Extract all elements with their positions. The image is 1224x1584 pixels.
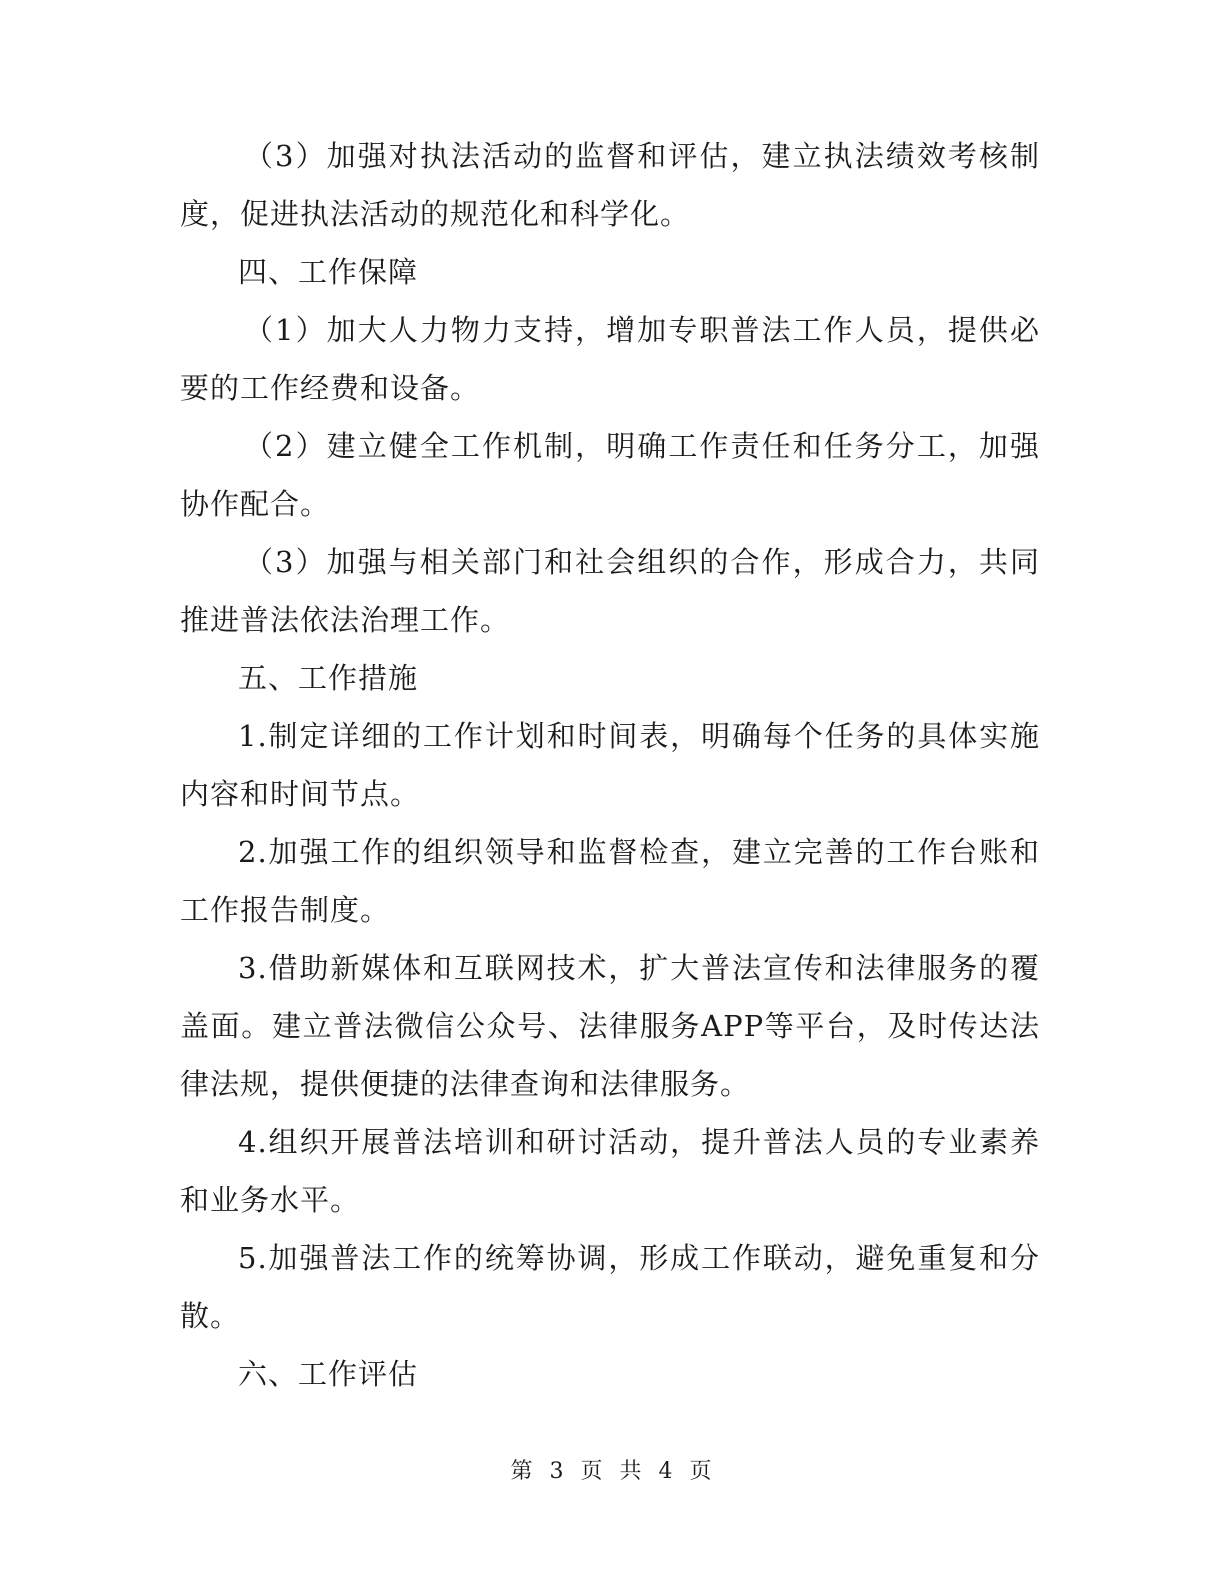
section-heading-work-guarantee: 四、工作保障 — [238, 255, 419, 289]
list-item-organization-leadership: 2.加强工作的组织领导和监督检查，建立完善的工作台账和工作报告制度。 — [180, 835, 1040, 927]
list-item-new-media: 3.借助新媒体和互联网技术，扩大普法宣传和法律服务的覆盖面。建立普法微信公众号、法律服务APP等平台，及时传达法律法规，提供便捷的法律查询和法律服务。 — [180, 951, 1040, 1101]
list-item-work-plan: 1.制定详细的工作计划和时间表，明确每个任务的具体实施内容和时间节点。 — [180, 719, 1040, 811]
document-body — [180, 127, 1040, 1403]
paragraph-cooperation: （3）加强与相关部门和社会组织的合作，形成合力，共同推进普法依法治理工作。 — [180, 545, 1040, 637]
paragraph-resource-support: （1）加大人力物力支持，增加专职普法工作人员，提供必要的工作经费和设备。 — [180, 313, 1040, 405]
section-heading-work-measures: 五、工作措施 — [238, 661, 419, 695]
list-item-training: 4.组织开展普法培训和研讨活动，提升普法人员的专业素养和业务水平。 — [180, 1125, 1040, 1217]
list-item-coordination: 5.加强普法工作的统筹协调，形成工作联动，避免重复和分散。 — [180, 1241, 1040, 1333]
paragraph-work-mechanism: （2）建立健全工作机制，明确工作责任和任务分工，加强协作配合。 — [180, 429, 1040, 521]
paragraph-enforcement-supervision: （3）加强对执法活动的监督和评估，建立执法绩效考核制度，促进执法活动的规范化和科学化。 — [180, 139, 1040, 231]
page-number-footer: 第 3 页 共 4 页 — [510, 1459, 714, 1484]
section-heading-work-evaluation: 六、工作评估 — [238, 1357, 419, 1391]
